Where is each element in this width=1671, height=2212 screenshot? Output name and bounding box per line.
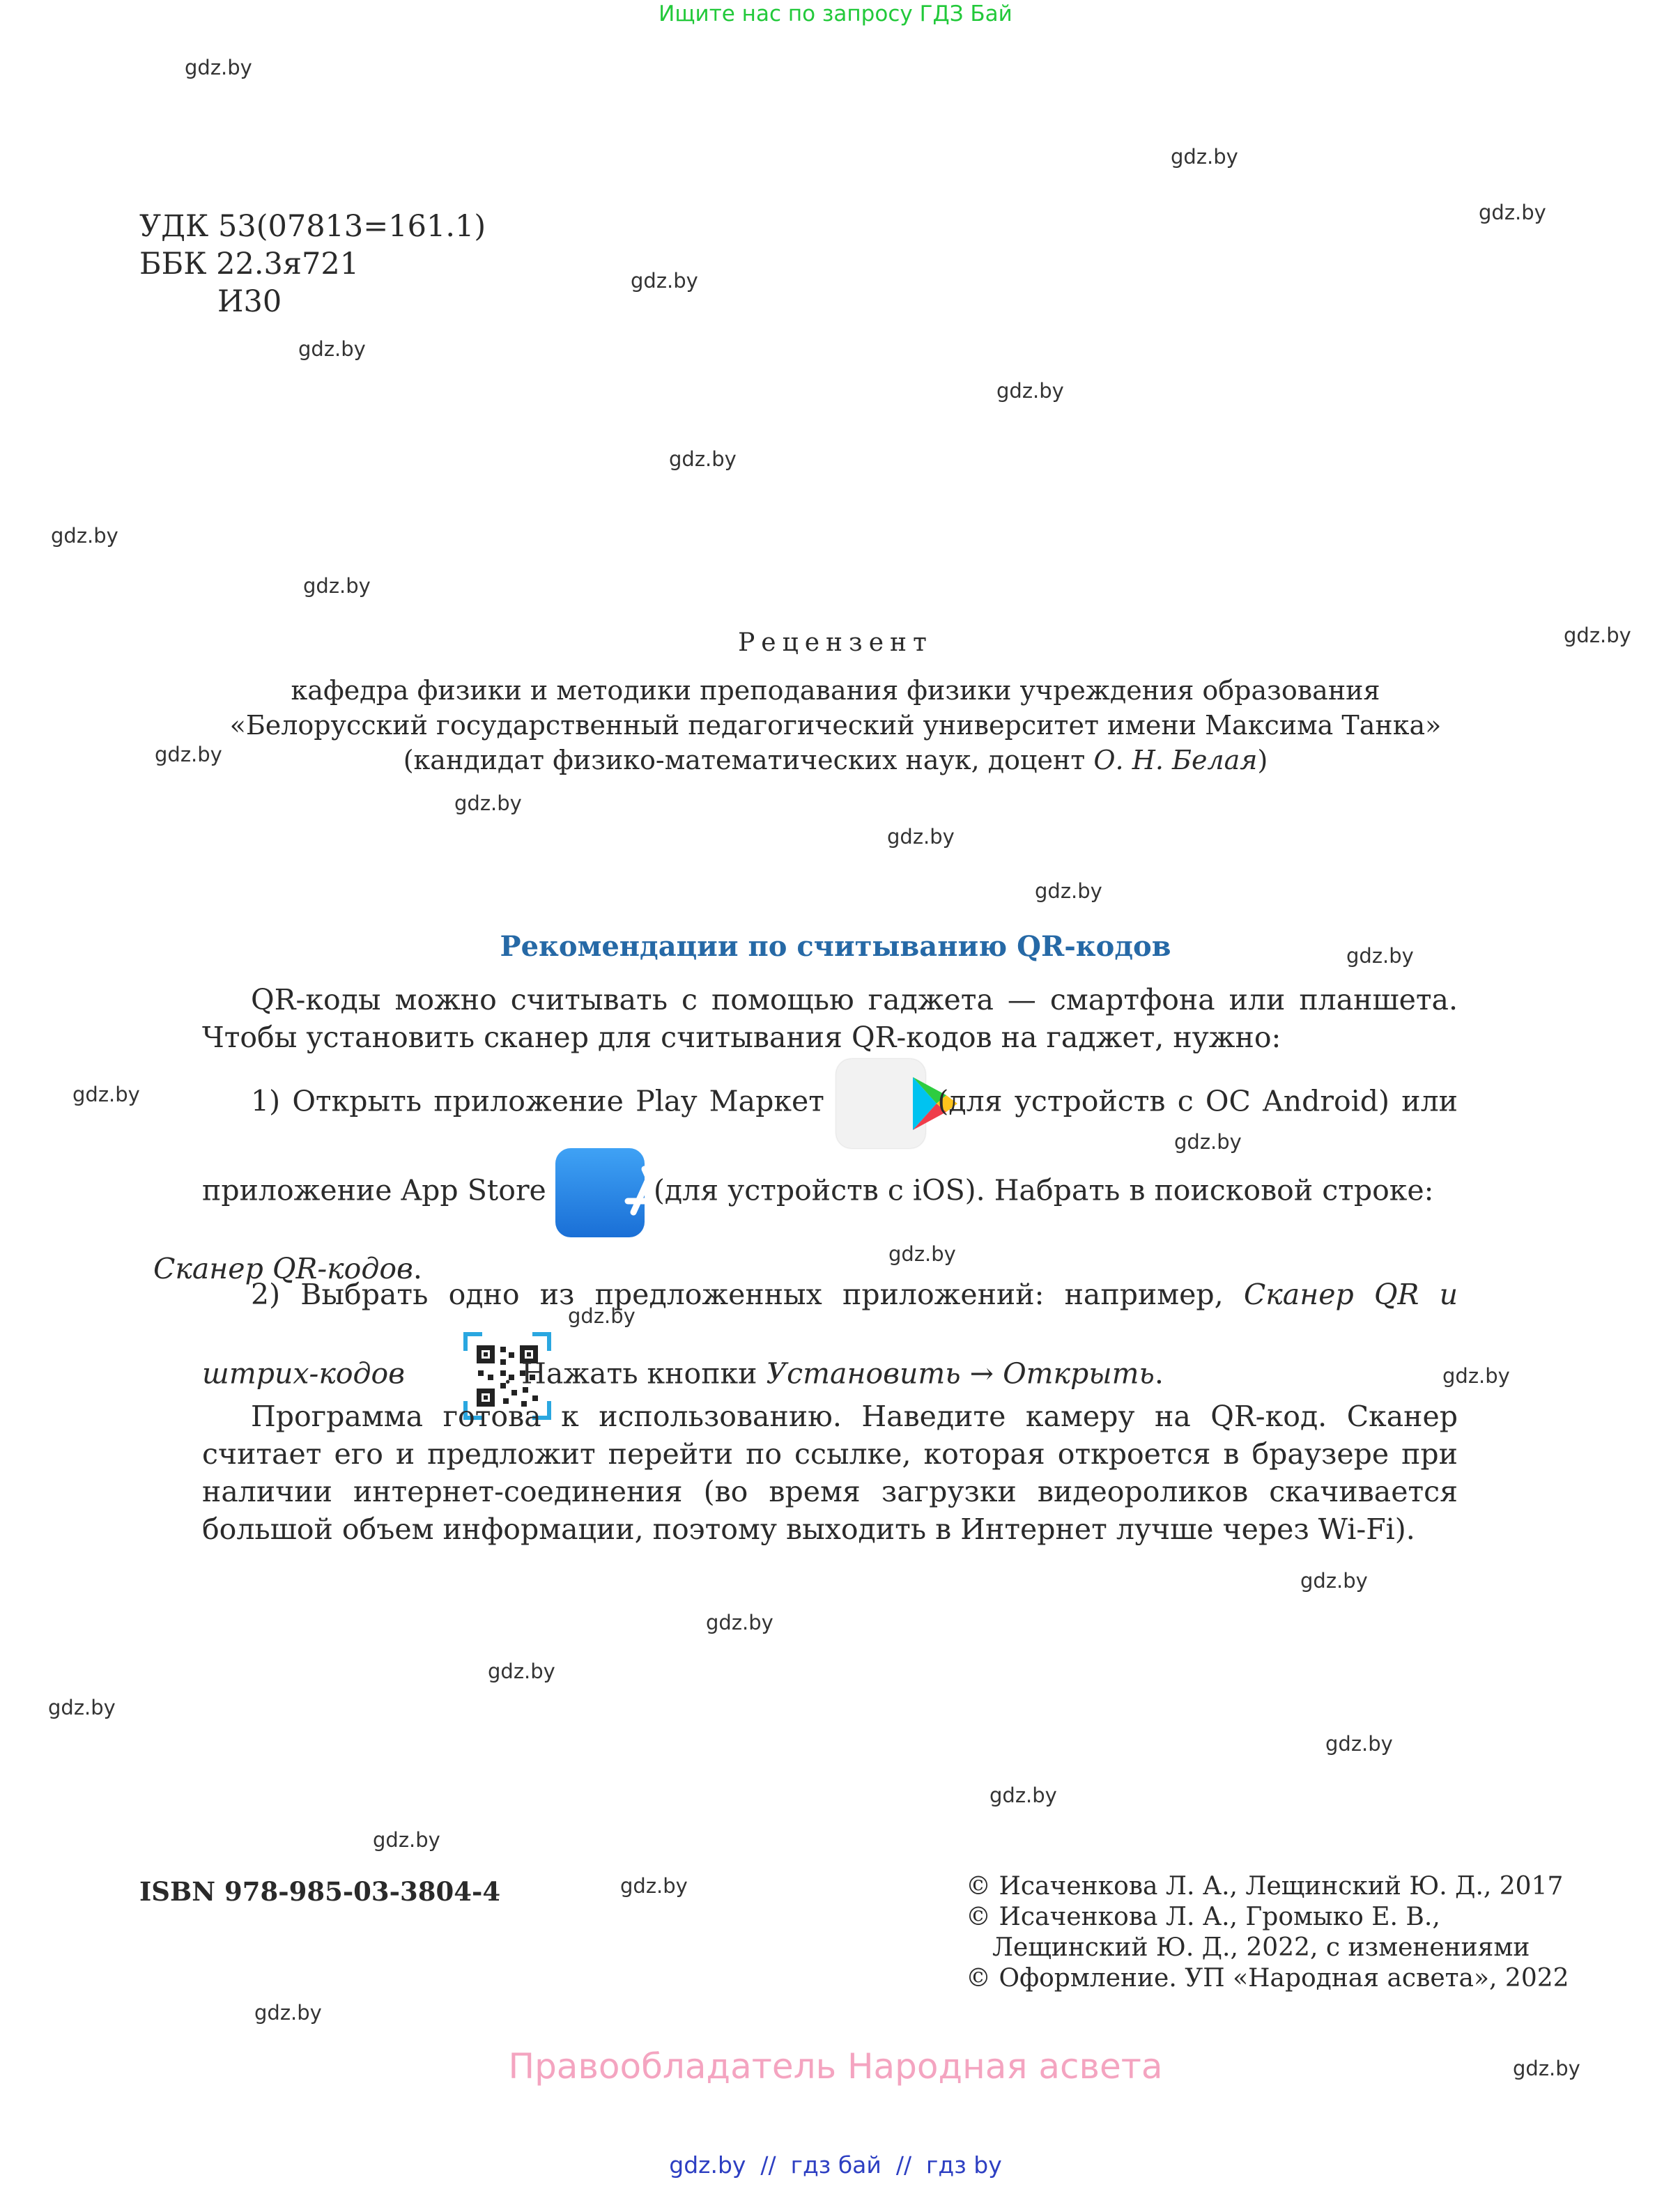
watermark: gdz.by xyxy=(1300,1569,1368,1593)
footer-links[interactable]: gdz.by // гдз бай // гдз by xyxy=(669,2151,1002,2179)
bbk-line: ББК 22.3я721 xyxy=(139,247,360,281)
recommendations-title: Рекомендации по считыванию QR-кодов xyxy=(500,930,1171,963)
watermark: gdz.by xyxy=(669,447,737,471)
isbn: ISBN 978-985-03-3804-4 xyxy=(139,1876,501,1907)
copyright-line: © Оформление. УП «Народная асвета», 2022 xyxy=(966,1964,1569,1993)
watermark: gdz.by xyxy=(298,337,366,361)
reviewer-heading: Рецензент xyxy=(738,628,933,657)
watermark: gdz.by xyxy=(1174,1130,1242,1154)
watermark: gdz.by xyxy=(1564,624,1631,647)
reviewer-name: О. Н. Белая xyxy=(1093,745,1258,775)
step1-text-android: (для устройств с ОС Android) или приложение App Store xyxy=(202,1084,1458,1207)
watermark: gdz.by xyxy=(155,743,222,766)
watermark: gdz.by xyxy=(72,1083,140,1106)
step2-press: . Нажать кнопки xyxy=(503,1356,757,1391)
watermark: gdz.by xyxy=(48,1696,116,1719)
udk-block xyxy=(139,208,486,320)
arrow-icon: → xyxy=(969,1356,994,1391)
step2-text: 2) Выбрать одно из предложенных приложений: например, xyxy=(251,1278,1224,1311)
intro-paragraph: QR-коды можно считывать с помощью гаджета — смартфона или планшета. Чтобы установить сканер для считывания QR-кодов на гаджет, нужно: xyxy=(202,983,1458,1054)
copyright-line: © Исаченкова Л. А., Лещинский Ю. Д., 2017 xyxy=(966,1872,1564,1901)
top-banner: Ищите нас по запросу ГДЗ Бай xyxy=(659,1,1012,26)
watermark: gdz.by xyxy=(488,1660,555,1683)
step1-period: . xyxy=(413,1252,422,1285)
step1-text: 1) Открыть приложение Play Маркет xyxy=(251,1084,824,1118)
watermark: gdz.by xyxy=(1035,879,1102,903)
app-store-icon xyxy=(555,1148,645,1237)
reviewer-line xyxy=(139,743,1532,778)
reviewer-text xyxy=(139,673,1532,778)
watermark: gdz.by xyxy=(996,379,1064,403)
copyright-block xyxy=(966,1871,1569,1994)
watermark: gdz.by xyxy=(454,791,522,815)
copyright-line: Лещинский Ю. Д., 2022, с изменениями xyxy=(992,1933,1530,1962)
watermark: gdz.by xyxy=(185,56,252,79)
step-2 xyxy=(202,1258,1458,1421)
watermark: gdz.by xyxy=(1325,1732,1393,1756)
watermark: gdz.by xyxy=(1346,944,1414,968)
watermark: gdz.by xyxy=(1171,145,1238,169)
watermark: gdz.by xyxy=(1442,1364,1510,1388)
watermark: gdz.by xyxy=(631,269,698,293)
reviewer-degree: (кандидат физико-математических наук, доцент xyxy=(403,745,1086,775)
watermark: gdz.by xyxy=(254,2001,322,2025)
rights-holder: Правообладатель Народная асвета xyxy=(508,2046,1163,2087)
watermark: gdz.by xyxy=(1479,201,1546,224)
watermark: gdz.by xyxy=(568,1304,636,1328)
watermark: gdz.by xyxy=(1513,2057,1580,2080)
watermark: gdz.by xyxy=(51,524,118,548)
step2-app-name: Сканер QR и штрих-кодов xyxy=(202,1278,1458,1391)
udk-line: УДК 53(07813=161.1) xyxy=(139,209,486,244)
step2-period: . xyxy=(1154,1356,1164,1391)
google-play-icon xyxy=(836,1059,925,1148)
watermark: gdz.by xyxy=(620,1874,688,1898)
step2-open: Открыть xyxy=(1003,1356,1155,1391)
watermark: gdz.by xyxy=(887,825,955,849)
watermark: gdz.by xyxy=(303,574,371,598)
author-index: И30 xyxy=(217,284,282,319)
reviewer-close: ) xyxy=(1257,745,1268,775)
step2-install: Установить xyxy=(766,1356,961,1391)
watermark: gdz.by xyxy=(373,1828,440,1852)
step1-query: Сканер QR-кодов xyxy=(153,1252,413,1285)
reviewer-line: кафедра физики и методики преподавания физики учреждения образования xyxy=(291,675,1380,706)
final-paragraph: Программа готова к использованию. Наведите камеру на QR-код. Сканер считает его и предложит перейти по ссылке, которая откроется в браузере при наличии интернет-соединения (во время загрузки видеороликов скачивается большой объем информации, поэтому выходить в Интернет лучше через Wi-Fi). xyxy=(202,1400,1458,1546)
copyright-line: © Исаченкова Л. А., Громыко Е. В., xyxy=(966,1903,1440,1931)
step1-text-ios: (для устройств с iOS). Набрать в поисковой строке: xyxy=(653,1173,1434,1207)
reviewer-line: «Белорусский государственный педагогический университет имени Максима Танка» xyxy=(229,710,1442,741)
watermark: gdz.by xyxy=(706,1611,773,1634)
watermark: gdz.by xyxy=(888,1242,956,1266)
watermark: gdz.by xyxy=(989,1784,1057,1807)
